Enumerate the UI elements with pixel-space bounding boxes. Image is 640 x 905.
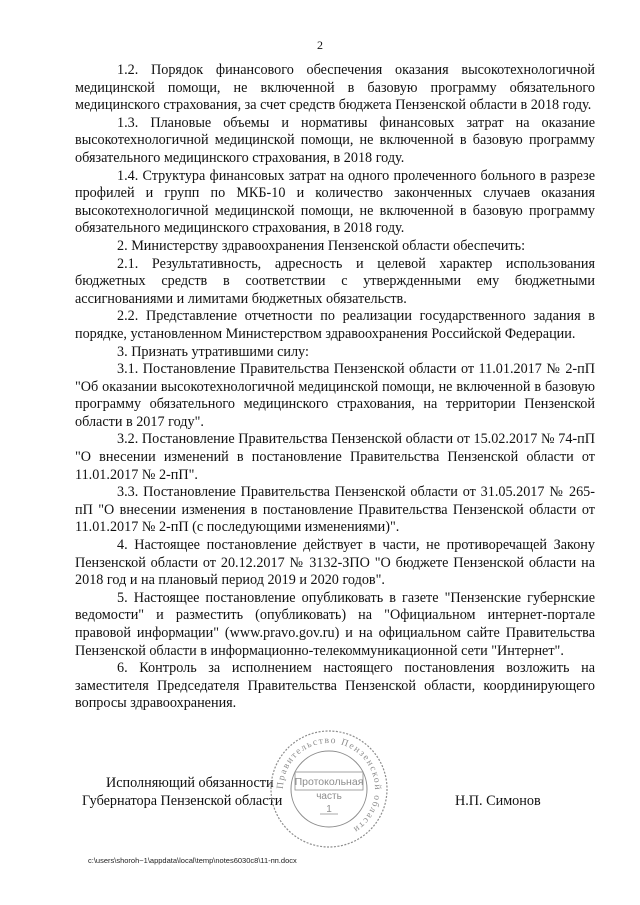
paragraph-3: 3. Признать утратившими силу: xyxy=(117,343,309,360)
paragraph-3-3: 3.3. Постановление Правительства Пензенской области от 31.05.2017 № 265-пП "О внесении изменения в постановление Правительства Пензенской области от 11.01.2017 № 2-пП (с последующими изменениями)". xyxy=(75,484,595,536)
official-stamp xyxy=(268,728,390,850)
paragraph-2: 2. Министерству здравоохранения Пензенской области обеспечить: xyxy=(117,237,526,254)
file-path-footer: c:\users\shoroh~1\appdata\local\temp\notes6030c8\11-пп.docx xyxy=(88,856,297,865)
paragraph-4: 4. Настоящее постановление действует в части, не противоречащей Закону Пензенской области от 20.12.2017 № 3132-ЗПО "О бюджете Пензенской области на 2018 год и на плановый период 2019 и 2020 годов". xyxy=(75,537,595,589)
document-body xyxy=(75,62,595,713)
paragraph-2-1: 2.1. Результативность, адресность и целевой характер использования бюджетных средств в соответствии с утвержденными ему бюджетными ассигнованиями и лимитами бюджетных обязательств. xyxy=(75,255,595,307)
signatory-name: Н.П. Симонов xyxy=(455,793,541,809)
signatory-title-line2: Губернатора Пензенской области xyxy=(82,793,283,809)
page-number: 2 xyxy=(317,38,323,52)
stamp-number: 1 xyxy=(326,804,332,815)
paragraph-3-2: 3.2. Постановление Правительства Пензенской области от 15.02.2017 № 74-пП "О внесении изменений в постановление Правительства Пензенской области от 11.01.2017 № 2-пП". xyxy=(75,431,595,483)
signatory-title-line1: Исполняющий обязанности xyxy=(106,775,274,791)
paragraph-3-1: 3.1. Постановление Правительства Пензенской области от 11.01.2017 № 2-пП "Об оказании высокотехнологичной медицинской помощи, не включенной в базовую программу обязательного медицинского страхования, на территории Пензенской области в 2017 году". xyxy=(75,361,595,430)
paragraph-6: 6. Контроль за исполнением настоящего постановления возложить на заместителя Председателя Правительства Пензенской области, координирующего вопросы здравоохранения. xyxy=(75,660,595,712)
stamp-label-line1: Протокольная xyxy=(294,776,364,788)
stamp-outer-ring xyxy=(271,731,387,847)
paragraph-1-3: 1.3. Плановые объемы и нормативы финансовых затрат на оказание высокотехнологичной медицинской помощи, не включенной в базовую программу обязательного медицинского страхования, в 2018 году. xyxy=(75,114,595,166)
paragraph-1-4: 1.4. Структура финансовых затрат на одного пролеченного больного в разрезе профилей и групп по МКБ-10 и количество законченных случаев оказания высокотехнологичной медицинской помощи, не включенной в базовую программу обязательного медицинского страхования, в 2018 году. xyxy=(75,167,595,237)
paragraph-2-2: 2.2. Представление отчетности по реализации государственного задания в порядке, установленном Министерством здравоохранения Российской Федерации. xyxy=(75,308,595,342)
stamp-label-line2: часть xyxy=(316,791,342,802)
stamp-inner-ring xyxy=(291,751,367,827)
stamp-ring-text: Правительство Пензенской области xyxy=(275,735,383,835)
paragraph-1-2: 1.2. Порядок финансового обеспечения оказания высокотехнологичной медицинской помощи, не включенной в базовую программу обязательного медицинского страхования, за счет средств бюджета Пензенской области в 2018 году. xyxy=(75,62,595,114)
paragraph-5: 5. Настоящее постановление опубликовать в газете "Пензенские губернские ведомости" и разместить (опубликовать) на "Официальном интернет-портале правовой информации" (www.pravo.gov.ru) и на официальном сайте Правительства Пензенской области в информационно-телекоммуникационной сети "Интернет". xyxy=(75,589,595,659)
